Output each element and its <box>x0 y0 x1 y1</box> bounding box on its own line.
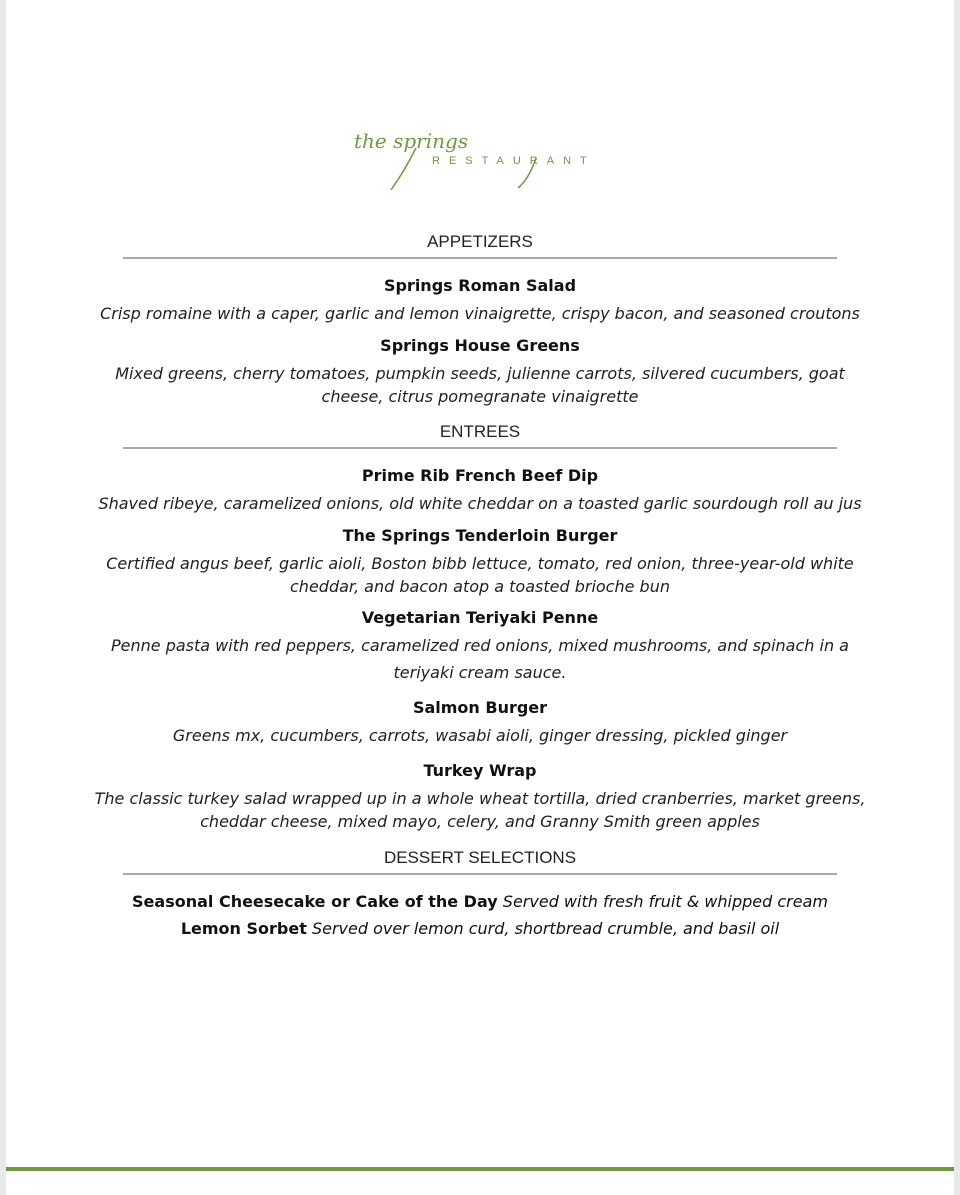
dessert-item <box>46 892 914 911</box>
menu-item-description: Penne pasta with red peppers, caramelized red onions, mixed mushrooms, and spinach in a <box>111 636 849 655</box>
dessert-item <box>46 919 914 938</box>
menu-item-description: cheddar, and bacon atop a toasted brioche bun <box>290 577 670 596</box>
dessert-item-description: Served over lemon curd, shortbread crumble, and basil oil <box>311 919 780 938</box>
dessert-item-name: Seasonal Cheesecake or Cake of the Day <box>132 892 498 911</box>
menu-item-description: cheddar cheese, mixed mayo, celery, and Granny Smith green apples <box>200 812 760 831</box>
restaurant-logo <box>346 118 616 198</box>
menu-page <box>6 0 954 1195</box>
menu-item-description: teriyaki cream sauce. <box>393 663 567 682</box>
menu-item-description: Certified angus beef, garlic aioli, Boston bibb lettuce, tomato, red onion, three-year-old white <box>106 554 854 573</box>
menu-item-name: Springs House Greens <box>380 336 580 355</box>
menu-item-description: The classic turkey salad wrapped up in a whole wheat tortilla, dried cranberries, market greens, <box>94 789 866 808</box>
section-divider <box>123 873 837 875</box>
menu-item-name: Vegetarian Teriyaki Penne <box>361 608 599 627</box>
logo-wordmark: RESTAURANT <box>432 155 596 167</box>
menu-item-name: Salmon Burger <box>412 698 548 717</box>
section-divider <box>123 447 837 449</box>
logo-script-text: the springs <box>354 129 469 153</box>
menu-item-name: Prime Rib French Beef Dip <box>361 466 599 485</box>
menu-item-name: The Springs Tenderloin Burger <box>342 526 618 545</box>
menu-item-description: Mixed greens, cherry tomatoes, pumpkin seeds, julienne carrots, silvered cucumbers, goat <box>115 364 845 383</box>
section-divider <box>123 257 837 259</box>
menu-item-name: Springs Roman Salad <box>383 276 577 295</box>
menu-item-description: Greens mx, cucumbers, carrots, wasabi aioli, ginger dressing, pickled ginger <box>172 726 788 745</box>
dessert-item-description: Served with fresh fruit & whipped cream <box>502 892 828 911</box>
section-title-appetizers: APPETIZERS <box>427 232 533 251</box>
dessert-item-name: Lemon Sorbet <box>180 919 307 938</box>
menu-item-description: Crisp romaine with a caper, garlic and lemon vinaigrette, crispy bacon, and seasoned croutons <box>100 304 860 323</box>
menu-item-name: Turkey Wrap <box>423 761 537 780</box>
section-title-desserts: DESSERT SELECTIONS <box>383 848 577 867</box>
footer-accent-bar <box>6 1167 954 1171</box>
section-title-entrees: ENTREES <box>439 422 521 441</box>
menu-item-description: cheese, citrus pomegranate vinaigrette <box>321 387 639 406</box>
menu-item-description: Shaved ribeye, caramelized onions, old white cheddar on a toasted garlic sourdough roll au jus <box>98 494 862 513</box>
